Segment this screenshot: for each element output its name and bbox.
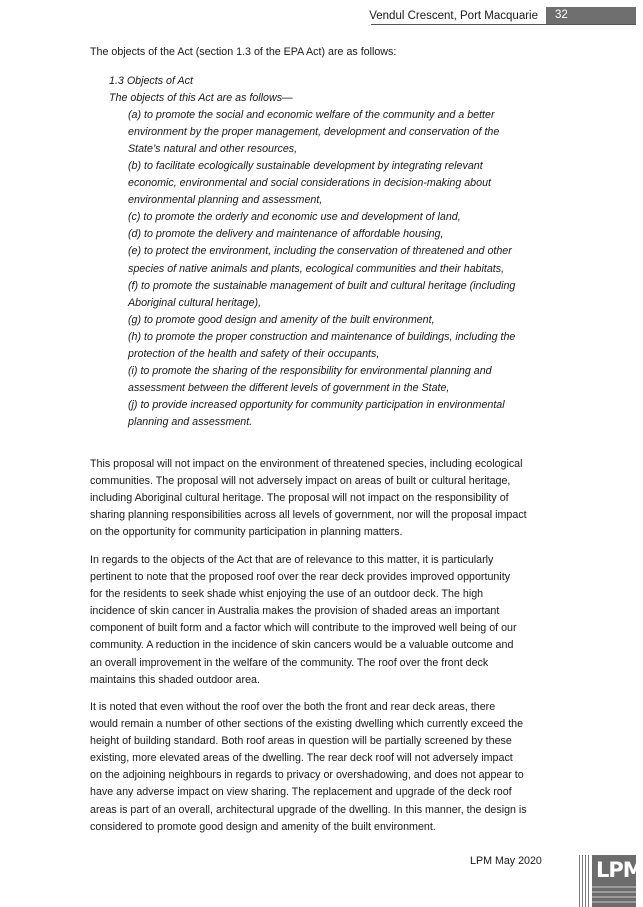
text-line: species of native animals and plants, ecological communities and their habitats, — [128, 262, 505, 275]
footer-divider-lines — [578, 855, 590, 907]
object-item — [128, 363, 559, 397]
text-line: for the residents to seek shade whist enjoying the use of an outdoor deck. The high — [90, 588, 484, 601]
text-line: pertinent to note that the proposed roof over the rear deck provides improved opportunity — [90, 571, 511, 584]
logo-text: LPM — [596, 858, 643, 882]
text-line: on the opportunity for community participation in planning matters. — [90, 526, 403, 539]
text-line: (a) to promote the social and economic welfare of the community and a better — [128, 109, 495, 122]
object-item — [128, 226, 559, 243]
text-line: (b) to facilitate ecologically sustainable development by integrating relevant — [128, 160, 483, 173]
header-rule — [371, 24, 636, 25]
text-line: Aboriginal cultural heritage), — [128, 296, 262, 309]
text-line: (e) to protect the environment, including the conservation of threatened and other — [128, 245, 512, 258]
text-line: It is noted that even without the roof over the both the front and rear deck areas, there — [90, 701, 496, 713]
text-line: have any adverse impact on view sharing. The replacement and upgrade of the deck roof — [90, 786, 512, 799]
text-line: (d) to promote the delivery and maintenance of affordable housing, — [128, 228, 444, 241]
text-line: communities. The proposal will not adversely impact on areas of built or cultural heritage, — [90, 475, 511, 488]
text-line: areas is part of an overall, architectural upgrade of the dwelling. In this manner, the design is — [90, 803, 527, 816]
text-line: assessment between the different levels of government in the State, — [128, 381, 450, 394]
text-line: sharing planning responsibilities across all levels of government, nor will the proposal impact — [90, 509, 527, 522]
paragraph-objects-relevance — [90, 552, 548, 689]
text-line: an overall improvement in the welfare of the community. The roof over the front deck — [90, 656, 489, 669]
text-line: (h) to promote the proper construction and maintenance of buildings, including the — [128, 330, 516, 343]
text-line: environment by the proper management, development and conservation of the — [128, 126, 500, 139]
object-item — [128, 397, 559, 431]
text-line: (f) to promote the sustainable management of built and cultural heritage (including — [128, 279, 516, 292]
text-line: In regards to the objects of the Act that are of relevance to this matter, it is particularly — [90, 554, 494, 566]
text-line: would remain a number of other sections of the existing dwelling which currently exceed the — [90, 718, 524, 731]
object-item — [128, 312, 559, 329]
text-line: economic, environmental and social considerations in decision-making about — [128, 177, 491, 190]
text-line: planning and assessment. — [128, 415, 253, 428]
object-item — [128, 107, 559, 158]
paragraph-building-height — [90, 699, 548, 836]
text-line: component of built form and a factor which will contribute to the improved well being of our — [90, 622, 517, 635]
quote-lead: The objects of this Act are as follows— — [109, 92, 293, 105]
text-line: (j) to provide increased opportunity for community participation in environmental — [128, 398, 505, 411]
text-line: (c) to promote the orderly and economic use and development of land, — [128, 211, 461, 224]
text-line: (i) to promote the sharing of the responsibility for environmental planning and — [128, 364, 492, 377]
text-line: community. A reduction in the incidence of skin cancers would be a valuable outcome and — [90, 639, 514, 652]
text-line: protection of the health and safety of their occupants, — [128, 347, 380, 360]
text-line: considered to promote good design and amenity of the built environment. — [90, 820, 436, 833]
object-item — [128, 243, 559, 277]
paragraph-threatened-species — [90, 456, 548, 541]
text-line: (g) to promote good design and amenity of the built environment, — [128, 313, 435, 326]
quote-heading: 1.3 Objects of Act — [109, 75, 193, 87]
text-line: incidence of skin cancer in Australia makes the provision of shaded areas an important — [90, 605, 500, 618]
act-objects-quote — [109, 73, 559, 431]
object-item — [128, 278, 559, 312]
text-line: State’s natural and other resources, — [128, 143, 298, 156]
object-item — [128, 158, 559, 209]
footer-text: LPM May 2020 — [470, 855, 542, 867]
page-number: 32 — [546, 7, 636, 24]
text-line: height of building standard. Both roof areas in question will be partially screened by these — [90, 735, 512, 748]
text-line: on the adjoining neighbours in regards to privacy or overshadowing, and does not appear to — [90, 769, 524, 782]
text-line: existing, more elevated areas of the dwelling. The rear deck roof will not adversely impact — [90, 752, 513, 765]
text-line: maintains this shaded outdoor area. — [90, 673, 260, 686]
header-title: Vendul Crescent, Port Macquarie — [369, 10, 538, 22]
object-item — [128, 209, 559, 226]
text-line: environmental planning and assessment, — [128, 194, 323, 207]
lpm-logo — [592, 855, 643, 907]
text-line: This proposal will not impact on the environment of threatened species, including ecological — [90, 458, 523, 470]
intro-text: The objects of the Act (section 1.3 of the EPA Act) are as follows: — [90, 46, 397, 58]
objects-list — [109, 107, 559, 431]
object-item — [128, 329, 559, 363]
text-line: including Aboriginal cultural heritage. The proposal will not impact on the responsibility of — [90, 492, 509, 505]
